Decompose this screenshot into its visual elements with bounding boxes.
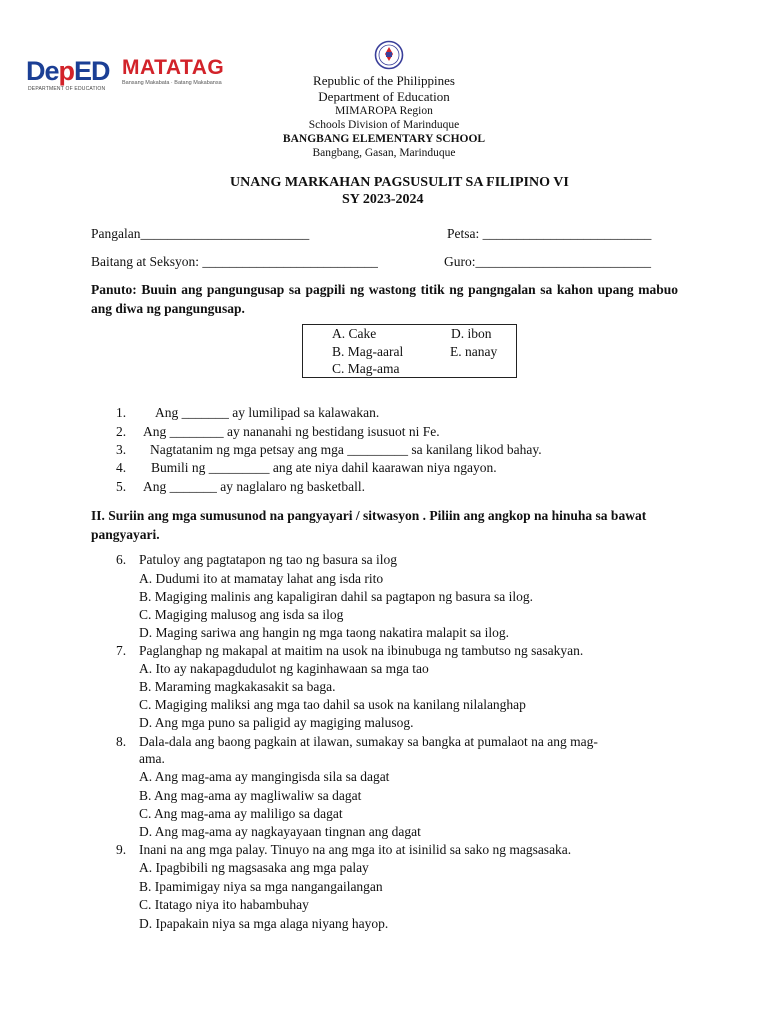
answer-option: B. Maraming magkakasakit sa baga. xyxy=(139,679,336,694)
answer-option: A. Ipagbibili ng magsasaka ang mga palay xyxy=(139,860,369,875)
section-2-instructions: II. Suriin ang mga sumusunod na pangyayari / sitwasyon . Piliin ang angkop na hinuha sa bawat pangyayari. xyxy=(91,508,647,542)
deped-seal-icon xyxy=(374,40,404,70)
answer-option: C. Magiging malusog ang isda sa ilog xyxy=(139,607,344,622)
answer-option: D. Ipapakain niya sa mga alaga niyang hayop. xyxy=(139,916,389,931)
question-stem-continued: ama. xyxy=(139,751,165,766)
header-region: MIMAROPA Region xyxy=(335,105,433,117)
header-address: Bangbang, Gasan, Marinduque xyxy=(312,147,456,159)
deped-logo-text: DepED xyxy=(26,56,110,86)
header-department: Department of Education xyxy=(318,89,450,104)
field-pangalan: Pangalan_________________________ xyxy=(91,226,310,241)
question-number: 8. xyxy=(116,734,127,749)
answer-option: A. Dudumi ito at mamatay lahat ang isda rito xyxy=(139,571,384,586)
header-division: Schools Division of Marinduque xyxy=(308,119,460,131)
answer-option: D. Ang mga puno sa paligid ay magiging malusog. xyxy=(139,715,414,730)
answer-option: B. Magiging malinis ang kapaligiran dahil sa pagtapon ng basura sa ilog. xyxy=(139,589,534,604)
item-text: Ang _______ ay naglalaro ng basketball. xyxy=(143,479,365,494)
item-text: Nagtatanim ng mga petsay ang mga _________ sa kanilang likod bahay. xyxy=(150,442,542,457)
field-guro: Guro:__________________________ xyxy=(444,254,651,269)
exam-school-year: SY 2023-2024 xyxy=(342,192,424,207)
answer-option: A. Ang mag-ama ay mangingisda sila sa dagat xyxy=(139,769,390,784)
question-stem: Patuloy ang pagtatapon ng tao ng basura sa ilog xyxy=(139,552,397,567)
choice-c: C. Mag-ama xyxy=(332,361,400,376)
choice-e: E. nanay xyxy=(450,344,498,359)
answer-option: D. Ang mag-ama ay nagkayayaan tingnan ang dagat xyxy=(139,824,421,839)
item-text: Ang _______ ay lumilipad sa kalawakan. xyxy=(155,405,380,420)
question-stem: Dala-dala ang baong pagkain at ilawan, sumakay sa bangka at pumalaot na ang mag- xyxy=(139,734,598,749)
answer-option: C. Itatago niya ito habambuhay xyxy=(139,897,309,912)
item-number: 1. xyxy=(116,405,127,420)
answer-option: D. Maging sariwa ang hangin ng mga taong nakatira malapit sa ilog. xyxy=(139,625,510,640)
field-petsa: Petsa: _________________________ xyxy=(447,226,652,241)
item-number: 5. xyxy=(116,479,127,494)
answer-option: A. Ito ay nakapagdudulot ng kaginhawaan sa mga tao xyxy=(139,661,429,676)
question-stem: Paglanghap ng makapal at maitim na usok na ibinubuga ng tambutso ng sasakyan. xyxy=(139,643,584,658)
item-text: Bumili ng _________ ang ate niya dahil kaarawan niya ngayon. xyxy=(151,460,497,475)
item-number: 3. xyxy=(116,442,127,457)
question-number: 7. xyxy=(116,643,127,658)
panuto-instructions: Panuto: Buuin ang pangungusap sa pagpili ng wastong titik ng pangngalan sa kahon upang mabuo ang diwa ng pangungusap. xyxy=(91,282,678,316)
question-stem: Inani na ang mga palay. Tinuyo na ang mga ito at isinilid sa sako ng magsasaka. xyxy=(139,842,572,857)
deped-logo-subtext: DEPARTMENT OF EDUCATION xyxy=(28,86,106,92)
matatag-logo-text: MATATAG xyxy=(122,56,225,79)
item-number: 2. xyxy=(116,424,127,439)
choice-a: A. Cake xyxy=(332,326,377,341)
header-republic: Republic of the Philippines xyxy=(313,73,455,88)
header-school: BANGBANG ELEMENTARY SCHOOL xyxy=(282,133,486,145)
question-number: 9. xyxy=(116,842,127,857)
exam-title: UNANG MARKAHAN PAGSUSULIT SA FILIPINO VI xyxy=(230,175,569,190)
item-number: 4. xyxy=(116,460,127,475)
item-text: Ang ________ ay nananahi ng bestidang isusuot ni Fe. xyxy=(143,424,440,439)
answer-option: C. Ang mag-ama ay maliligo sa dagat xyxy=(139,806,343,821)
choice-d: D. ibon xyxy=(451,326,492,341)
field-baitang: Baitang at Seksyon: __________________________ xyxy=(91,254,378,269)
answer-option: B. Ipamimigay niya sa mga nangangailangan xyxy=(139,879,383,894)
answer-option: C. Magiging maliksi ang mga tao dahil sa usok na kanilang nilalanghap xyxy=(139,697,526,712)
choice-b: B. Mag-aaral xyxy=(332,344,404,359)
answer-option: B. Ang mag-ama ay magliwaliw sa dagat xyxy=(139,788,362,803)
question-number: 6. xyxy=(116,552,127,567)
matatag-logo-subtext: Bansang Makabata · Batang Makabansa xyxy=(122,80,222,86)
